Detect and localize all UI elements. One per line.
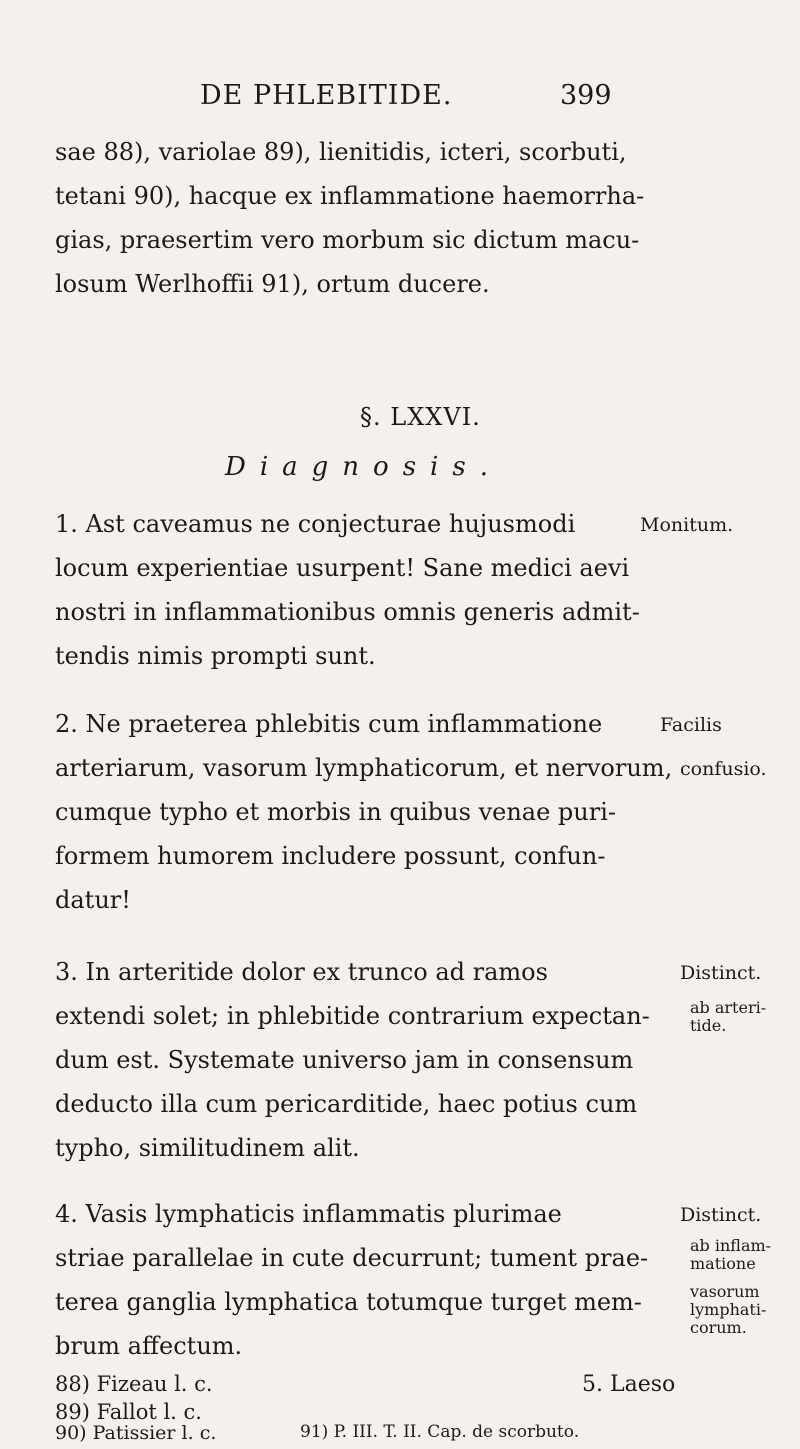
text-line: sae 88), variolae 89), lienitidis, icteri, scorbuti, bbox=[55, 138, 627, 166]
margin-note: ab inflam- bbox=[690, 1236, 772, 1255]
margin-note: vasorum bbox=[690, 1282, 760, 1301]
text-line: datur! bbox=[55, 886, 131, 914]
text-line: nostri in inflammationibus omnis generis admit- bbox=[55, 598, 640, 626]
text-line: tendis nimis prompti sunt. bbox=[55, 642, 376, 670]
text-line: arteriarum, vasorum lymphaticorum, et nervorum, bbox=[55, 754, 673, 782]
footnote: 89) Fallot l. c. bbox=[55, 1400, 202, 1424]
section-title: Diagnosis. bbox=[225, 452, 502, 482]
text-line: 3. In arteritide dolor ex trunco ad ramos bbox=[55, 958, 548, 986]
text-line: terea ganglia lymphatica totumque turget mem- bbox=[55, 1288, 642, 1316]
text-line: deducto illa cum pericarditide, haec potius cum bbox=[55, 1090, 638, 1118]
margin-note: confusio. bbox=[680, 758, 767, 780]
margin-note: matione bbox=[690, 1254, 756, 1273]
margin-note: Facilis bbox=[660, 714, 722, 736]
text-line: extendi solet; in phlebitide contrarium expectan- bbox=[55, 1002, 650, 1030]
text-line: dum est. Systemate universo jam in consensum bbox=[55, 1046, 634, 1074]
text-line: formem humorem includere possunt, confun- bbox=[55, 842, 606, 870]
running-title: DE PHLEBITIDE. bbox=[200, 80, 453, 111]
text-line: tetani 90), hacque ex inflammatione haemorrha- bbox=[55, 182, 645, 210]
text-line: gias, praesertim vero morbum sic dictum macu- bbox=[55, 226, 640, 254]
margin-note: Distinct. bbox=[680, 962, 762, 984]
text-line: locum experientiae usurpent! Sane medici aevi bbox=[55, 554, 630, 582]
footnote: 88) Fizeau l. c. bbox=[55, 1372, 213, 1396]
footnote: 90) Patissier l. c. bbox=[55, 1422, 217, 1444]
text-line: cumque typho et morbis in quibus venae puri- bbox=[55, 798, 617, 826]
footnote: 91) P. III. T. II. Cap. de scorbuto. bbox=[300, 1422, 580, 1442]
margin-note: tide. bbox=[690, 1016, 727, 1035]
margin-note: Distinct. bbox=[680, 1204, 762, 1226]
text-line: 4. Vasis lymphaticis inflammatis plurimae bbox=[55, 1200, 562, 1228]
catchword: 5. Laeso bbox=[582, 1372, 676, 1397]
page-number: 399 bbox=[560, 80, 612, 111]
text-line: striae parallelae in cute decurrunt; tument prae- bbox=[55, 1244, 649, 1272]
margin-note: ab arteri- bbox=[690, 998, 767, 1017]
margin-note: corum. bbox=[690, 1318, 747, 1337]
section-number: §. LXXVI. bbox=[360, 403, 481, 431]
margin-note: lymphati- bbox=[690, 1300, 767, 1319]
text-line: 1. Ast caveamus ne conjecturae hujusmodi bbox=[55, 510, 576, 538]
margin-note: Monitum. bbox=[640, 514, 734, 536]
text-line: losum Werlhoffii 91), ortum ducere. bbox=[55, 270, 490, 298]
text-line: brum affectum. bbox=[55, 1332, 243, 1360]
text-line: 2. Ne praeterea phlebitis cum inflammatione bbox=[55, 710, 603, 738]
text-line: typho, similitudinem alit. bbox=[55, 1134, 360, 1162]
